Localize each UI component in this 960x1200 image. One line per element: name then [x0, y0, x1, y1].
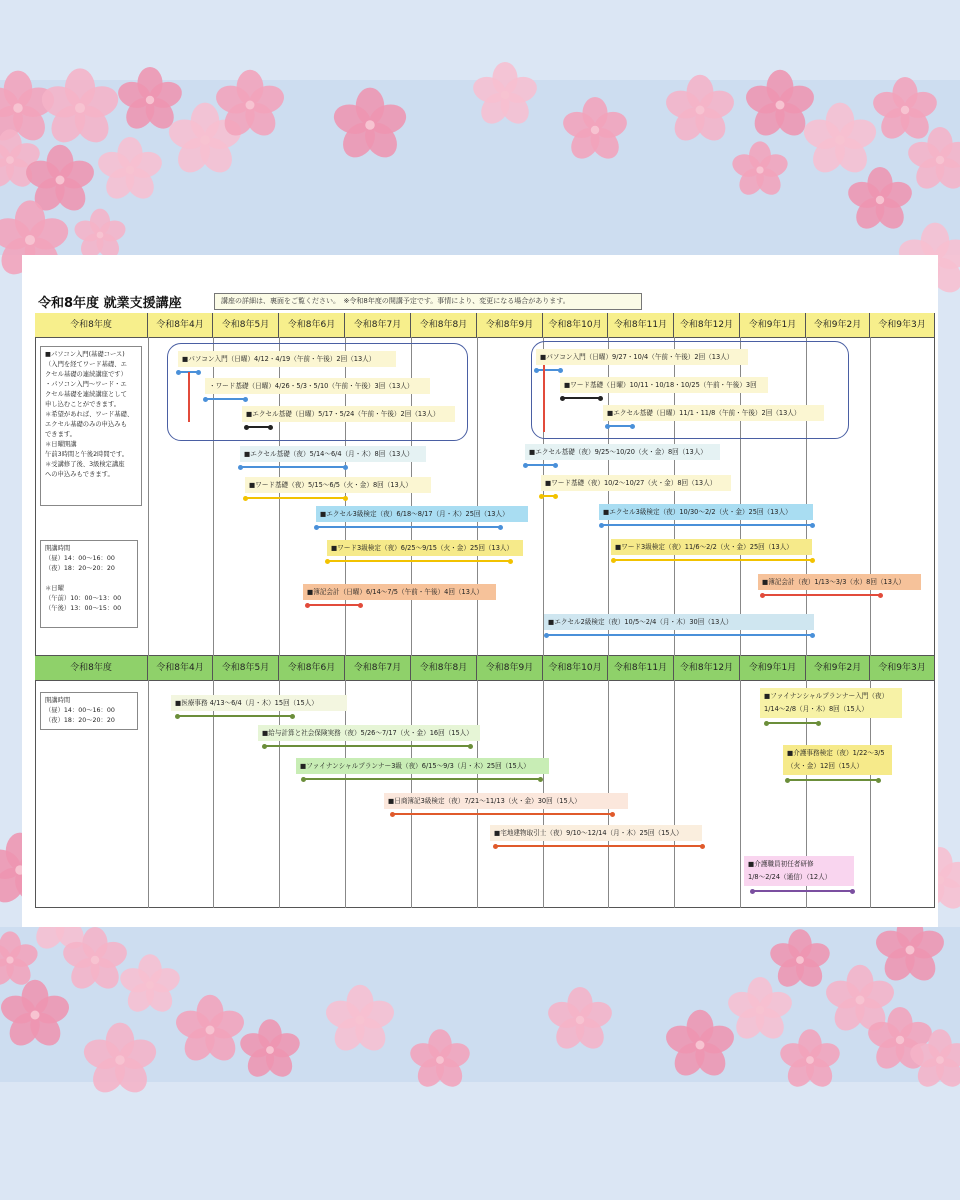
cherry-blossom-icon — [407, 1029, 473, 1092]
header-month-cell: 令和9年3月 — [870, 313, 935, 337]
course-endpoint-dot — [498, 525, 503, 530]
course-period-line — [177, 715, 292, 717]
month-header-top — [35, 313, 935, 337]
course-period-line — [303, 778, 540, 780]
course-period-line — [601, 524, 812, 526]
course-endpoint-dot — [599, 523, 604, 528]
course-period-line — [762, 594, 880, 596]
course-endpoint-dot — [305, 603, 310, 608]
header-month-cell: 令和8年11月 — [608, 656, 674, 680]
page-title: 令和8年度 就業支援講座 — [38, 296, 182, 311]
cherry-blossom-icon — [662, 75, 737, 147]
course-bar-bottom: ■ファイナンシャルプランナー入門（夜） 1/14～2/8（月・木）8回（15人） — [760, 688, 902, 718]
month-grid-line — [477, 337, 478, 656]
cherry-blossom-icon — [38, 68, 123, 149]
header-month-cell: 令和8年8月 — [411, 313, 477, 337]
course-endpoint-dot — [630, 424, 635, 429]
header-month-cell: 令和8年10月 — [543, 656, 608, 680]
course-bar-top: ■エクセル基礎（夜）5/14～6/4（月・木）8回（13人） — [240, 446, 426, 462]
course-period-line — [316, 526, 500, 528]
course-endpoint-dot — [534, 368, 539, 373]
course-endpoint-dot — [558, 368, 563, 373]
course-bar-bottom: ■ファイナンシャルプランナー3級（夜）6/15～9/3（月・木）25回（15人） — [296, 758, 549, 774]
course-period-line — [264, 745, 470, 747]
course-endpoint-dot — [785, 778, 790, 783]
header-month-cell: 令和8年7月 — [345, 656, 411, 680]
course-endpoint-dot — [750, 889, 755, 894]
course-endpoint-dot — [508, 559, 513, 564]
course-bar-top: ■エクセル基礎（夜）9/25～10/20（火・金）8回（13人） — [525, 444, 720, 460]
course-bar-top: ■エクセル3級検定（夜）10/30～2/2（火・金）25回（13人） — [599, 504, 813, 520]
course-bar-top: ■ワード基礎（夜）10/2～10/27（火・金）8回（13人） — [541, 475, 731, 491]
course-endpoint-dot — [611, 558, 616, 563]
course-endpoint-dot — [262, 744, 267, 749]
cherry-blossom-icon — [470, 62, 541, 129]
cherry-blossom-icon — [545, 987, 616, 1054]
course-period-line — [536, 369, 560, 371]
header-month-cell: 令和8年4月 — [148, 656, 213, 680]
course-period-line — [245, 497, 345, 499]
course-endpoint-dot — [468, 744, 473, 749]
course-period-line — [240, 466, 345, 468]
course-endpoint-dot — [493, 844, 498, 849]
cherry-blossom-icon — [322, 985, 397, 1057]
header-month-cell: 令和8年11月 — [608, 313, 674, 337]
header-month-cell: 令和8年8月 — [411, 656, 477, 680]
cherry-blossom-icon — [237, 1019, 303, 1082]
cherry-blossom-icon — [662, 1010, 737, 1082]
course-bar-bottom: ■介護職員初任者研修 1/8～2/24（通信）（12人） — [744, 856, 854, 886]
header-month-cell: 令和9年2月 — [806, 656, 870, 680]
course-endpoint-dot — [810, 558, 815, 563]
month-grid-line — [148, 337, 149, 656]
course-bar-bottom: ■日商簿記3級検定（夜）7/21～11/13（火・金）30回（15人） — [384, 793, 628, 809]
cherry-blossom-icon — [729, 141, 790, 199]
cherry-blossom-icon — [172, 995, 247, 1067]
course-bar-bottom: ■介護事務検定（夜）1/22～3/5 （火・金）12回（15人） — [783, 745, 892, 775]
cherry-blossom-icon — [725, 977, 796, 1044]
month-grid-line — [345, 680, 346, 908]
header-month-cell: 令和8年5月 — [213, 656, 279, 680]
header-month-cell: 令和8年9月 — [477, 313, 543, 337]
course-endpoint-dot — [314, 525, 319, 530]
course-period-line — [246, 426, 270, 428]
course-bar-bottom: ■宅地建物取引士（夜）9/10～12/14（月・木）25回（15人） — [490, 825, 702, 841]
sidebar-class-hours: 開講時間 （昼）14：00～16：00 （夜）18：20～20：20 ＊日曜 （午前）10：00～13：00 （午後）13：00～15：00 — [40, 540, 138, 628]
course-endpoint-dot — [764, 721, 769, 726]
sidebar-class-hours-bottom: 開講時間 （昼）14：00～16：00 （夜）18：20～20：20 — [40, 692, 138, 730]
course-endpoint-dot — [203, 397, 208, 402]
header-year-cell: 令和8年度 — [35, 313, 148, 337]
course-endpoint-dot — [610, 812, 615, 817]
cherry-blossom-icon — [800, 103, 880, 179]
course-endpoint-dot — [176, 370, 181, 375]
course-bar-top: ■エクセル3級検定（夜）6/18～8/17（月・木）25回（13人） — [316, 506, 528, 522]
course-bar-top: ■簿記会計（日曜）6/14～7/5（午前・午後）4回（13人） — [303, 584, 496, 600]
red-arrow-line — [543, 365, 545, 432]
course-period-line — [787, 779, 878, 781]
course-period-line — [327, 560, 510, 562]
month-grid-line — [148, 680, 149, 908]
course-endpoint-dot — [544, 633, 549, 638]
cherry-blossom-icon — [777, 1029, 843, 1092]
course-endpoint-dot — [244, 425, 249, 430]
sidebar-course-notes: ■パソコン入門(基礎コース) （入門を経てワード基礎、エ クセル基礎の連続講座です） ・パソコン入門～ワード・エ クセル基礎を連続講座として 申し込むことができます。 ＊希望があれば、ワード基礎、 エクセル基礎のみの申込みも できます。 ＊日曜開講 午前3時間と午後2時間です。 ＊受講修了後、3級検定講座 への申込みもできます。 — [40, 346, 142, 506]
course-period-line — [205, 398, 245, 400]
cherry-blossom-icon — [845, 167, 916, 234]
course-endpoint-dot — [810, 633, 815, 638]
notice-text: 講座の詳細は、裏面をご覧ください。 ※令和8年度の開講予定です。事情により、変更になる場合があります。 — [214, 293, 642, 310]
header-month-cell: 令和8年4月 — [148, 313, 213, 337]
course-period-line — [562, 397, 600, 399]
header-month-cell: 令和8年12月 — [674, 656, 740, 680]
course-bar-top: ■エクセル基礎（日曜）5/17・5/24（午前・午後）2回（13人） — [242, 406, 455, 422]
course-endpoint-dot — [560, 396, 565, 401]
course-endpoint-dot — [238, 465, 243, 470]
course-period-line — [752, 890, 852, 892]
course-period-line — [307, 604, 360, 606]
course-bar-top: ■簿記会計（夜）1/13～3/3（水）8回（13人） — [758, 574, 921, 590]
cherry-blossom-icon — [117, 954, 183, 1017]
cherry-blossom-icon — [80, 1023, 160, 1099]
course-endpoint-dot — [553, 494, 558, 499]
cherry-blossom-icon — [0, 980, 73, 1052]
header-month-cell: 令和8年7月 — [345, 313, 411, 337]
course-endpoint-dot — [598, 396, 603, 401]
course-endpoint-dot — [175, 714, 180, 719]
cherry-blossom-icon — [95, 137, 166, 204]
course-endpoint-dot — [243, 496, 248, 501]
course-endpoint-dot — [390, 812, 395, 817]
month-grid-line — [674, 680, 675, 908]
course-bar-top: ■エクセル2級検定（夜）10/5～2/4（月・木）30回（13人） — [544, 614, 814, 630]
course-endpoint-dot — [325, 559, 330, 564]
header-month-cell: 令和8年6月 — [279, 656, 345, 680]
course-bar-top: ・ワード基礎（日曜）4/26・5/3・5/10（午前・午後）3回（13人） — [205, 378, 430, 394]
course-period-line — [525, 464, 555, 466]
course-endpoint-dot — [760, 593, 765, 598]
course-period-line — [392, 813, 612, 815]
course-bar-top: ■ワード3級検定（夜）11/6～2/2（火・金）25回（13人） — [611, 539, 812, 555]
course-period-line — [613, 559, 812, 561]
course-endpoint-dot — [605, 424, 610, 429]
header-month-cell: 令和9年3月 — [870, 656, 935, 680]
course-endpoint-dot — [878, 593, 883, 598]
course-endpoint-dot — [343, 496, 348, 501]
course-endpoint-dot — [816, 721, 821, 726]
header-year-cell: 令和8年度 — [35, 656, 148, 680]
course-endpoint-dot — [343, 465, 348, 470]
course-endpoint-dot — [290, 714, 295, 719]
course-endpoint-dot — [196, 370, 201, 375]
course-period-line — [495, 845, 702, 847]
red-arrow-line — [188, 372, 190, 422]
course-endpoint-dot — [810, 523, 815, 528]
header-month-cell: 令和8年9月 — [477, 656, 543, 680]
course-endpoint-dot — [243, 397, 248, 402]
course-period-line — [607, 425, 632, 427]
month-header-bottom — [35, 656, 935, 680]
course-bar-top: ■パソコン入門（日曜）9/27・10/4（午前・午後）2回（13人） — [536, 349, 748, 365]
course-endpoint-dot — [538, 777, 543, 782]
header-month-cell: 令和9年1月 — [740, 656, 806, 680]
course-endpoint-dot — [700, 844, 705, 849]
course-bar-bottom: ■医療事務 4/13～6/4（月・木）15回（15人） — [171, 695, 347, 711]
month-grid-line — [870, 337, 871, 656]
course-bar-top: ■ワード3級検定（夜）6/25～9/15（火・金）25回（13人） — [327, 540, 523, 556]
month-grid-line — [740, 680, 741, 908]
course-bar-top: ■エクセル基礎（日曜）11/1・11/8（午前・午後）2回（13人） — [603, 405, 824, 421]
course-period-line — [546, 634, 812, 636]
cherry-blossom-icon — [560, 97, 631, 164]
header-month-cell: 令和9年2月 — [806, 313, 870, 337]
course-endpoint-dot — [850, 889, 855, 894]
course-endpoint-dot — [268, 425, 273, 430]
header-month-cell: 令和8年5月 — [213, 313, 279, 337]
course-bar-bottom: ■給与計算と社会保険実務（夜）5/26～7/17（火・金）16回（15人） — [258, 725, 480, 741]
course-bar-top: ■ワード基礎（夜）5/15～6/5（火・金）8回（13人） — [245, 477, 431, 493]
course-endpoint-dot — [539, 494, 544, 499]
course-endpoint-dot — [876, 778, 881, 783]
course-period-line — [766, 722, 818, 724]
header-month-cell: 令和8年6月 — [279, 313, 345, 337]
course-endpoint-dot — [553, 463, 558, 468]
course-endpoint-dot — [358, 603, 363, 608]
cherry-blossom-icon — [330, 88, 410, 164]
header-month-cell: 令和9年1月 — [740, 313, 806, 337]
header-month-cell: 令和8年12月 — [674, 313, 740, 337]
course-endpoint-dot — [301, 777, 306, 782]
course-bar-top: ■パソコン入門（日曜）4/12・4/19（午前・午後）2回（13人） — [178, 351, 396, 367]
course-endpoint-dot — [523, 463, 528, 468]
header-month-cell: 令和8年10月 — [543, 313, 608, 337]
cherry-blossom-icon — [767, 929, 833, 992]
course-bar-top: ■ワード基礎（日曜）10/11・10/18・10/25（午前・午後）3回 — [560, 377, 768, 393]
